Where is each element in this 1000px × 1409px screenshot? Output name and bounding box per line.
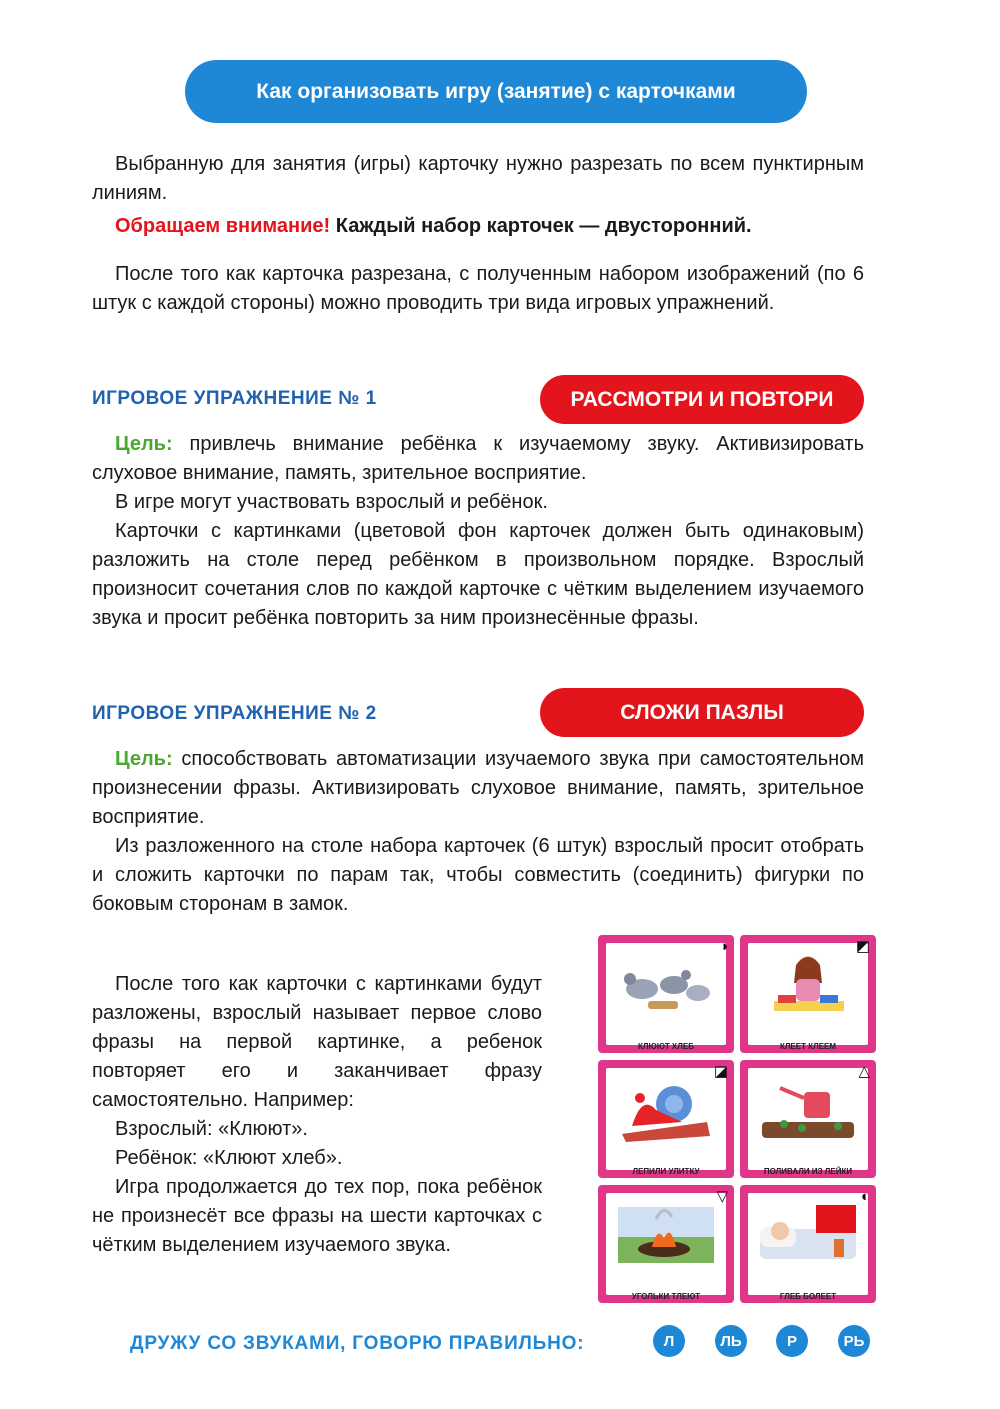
- exercise1-goal-label: Цель:: [115, 433, 173, 455]
- exercise2-goal-text: способствовать автоматизации изучаемого звука при самостоятельном произнесении фразы. Активизировать слуховое внимание, память, зрительное восприятие.: [92, 748, 864, 828]
- sound-badge-l-soft: ЛЬ: [715, 1325, 747, 1357]
- sound-badge-r-soft: РЬ: [838, 1325, 870, 1357]
- bottom-paragraph-2: Взрослый: «Клюют».: [115, 1118, 308, 1140]
- card-girl-gluing: [740, 935, 876, 1053]
- intro-paragraph-1: Выбранную для занятия (игры) карточку нужно разрезать по всем пунктирным линиям.: [92, 153, 864, 204]
- card-caption: КЛЕЕТ КЛЕЕМ: [779, 1042, 837, 1051]
- footer-slogan: ДРУЖУ СО ЗВУКАМИ, ГОВОРЮ ПРАВИЛЬНО:: [130, 1333, 585, 1354]
- card-mark: ▽: [716, 1188, 728, 1205]
- sick-boy-icon: [754, 1199, 862, 1269]
- exercise2-goal: [92, 745, 864, 832]
- watering-can-icon: [754, 1074, 862, 1144]
- pigeons-icon: [612, 949, 720, 1019]
- attention-line: [92, 212, 864, 241]
- exercise1-badge: РАССМОТРИ И ПОВТОРИ: [540, 375, 864, 424]
- exercise2-goal-label: Цель:: [115, 748, 173, 770]
- attention-label: Обращаем внимание!: [115, 215, 331, 237]
- card-caption: УГОЛЬКИ ТЛЕЮТ: [631, 1292, 701, 1301]
- girl-gluing-icon: [754, 949, 862, 1019]
- sound-badge-l: Л: [653, 1325, 685, 1357]
- exercise1-title: ИГРОВОЕ УПРАЖНЕНИЕ № 1: [92, 388, 377, 409]
- bottom-paragraph-1: После того как карточки с картинками будут разложены, взрослый называет первое слово фразы на первой картинке, а ребенок повторяет его и заканчивает фразу самостоятельно. Например:: [92, 973, 542, 1111]
- exercise1-goal: [92, 430, 864, 488]
- exercise1-paragraph-2: Карточки с картинками (цветовой фон карточек должен быть одинаковым) разложить на столе перед ребёнком в произвольном порядке. Взрослый произносит сочетания слов по каждой карточке с чётким выделением изучаемого звука и просит ребёнка повторить за ним произнесённые фразы.: [92, 520, 864, 629]
- card-mark: △: [858, 1063, 870, 1080]
- card-caption: ГЛЕБ БОЛЕЕТ: [779, 1292, 837, 1301]
- card-caption: КЛЮЮТ ХЛЕБ: [638, 1042, 694, 1051]
- snail-icon: [612, 1074, 720, 1144]
- card-sick-boy: [740, 1185, 876, 1303]
- attention-text: Каждый набор карточек — двусторонний.: [335, 215, 752, 237]
- bottom-paragraph-3: Ребёнок: «Клюют хлеб».: [115, 1147, 343, 1169]
- header-title: Как организовать игру (занятие) с карточками: [185, 60, 807, 123]
- sound-badge-r: Р: [776, 1325, 808, 1357]
- card-watering-can: [740, 1060, 876, 1178]
- exercise2-paragraph-1: Из разложенного на столе набора карточек (6 штук) взрослый просит отобрать и сложить карточки по парам так, чтобы совместить (соединить) фигурки по боковым сторонам в замок.: [92, 835, 864, 915]
- exercise2-badge: СЛОЖИ ПАЗЛЫ: [540, 688, 864, 737]
- exercise1-paragraph-1: В игре могут участвовать взрослый и ребёнок.: [115, 491, 548, 513]
- exercise2-title: ИГРОВОЕ УПРАЖНЕНИЕ № 2: [92, 703, 377, 724]
- bottom-paragraph-4: Игра продолжается до тех пор, пока ребёнок не произнесёт все фразы на шести карточках с чётким выделением изучаемого звука.: [92, 1176, 542, 1256]
- bottom-text-block: [92, 970, 542, 1260]
- intro-paragraph-2: После того как карточка разрезана, с полученным набором изображений (по 6 штук с каждой стороны) можно проводить три вида игровых упражнений.: [92, 263, 864, 314]
- card-mark: ◑: [718, 938, 728, 955]
- card-caption: ПОЛИВАЛИ ИЗ ЛЕЙКИ: [763, 1167, 853, 1176]
- card-snail: [598, 1060, 734, 1178]
- exercise1-goal-text: привлечь внимание ребёнка к изучаемому звуку. Активизировать слуховое внимание, память, зрительное восприятие.: [92, 433, 864, 484]
- card-pigeons: [598, 935, 734, 1053]
- card-mark: ◐: [860, 1188, 870, 1205]
- card-campfire: [598, 1185, 734, 1303]
- card-mark: ◩: [855, 938, 870, 955]
- card-mark: ◪: [713, 1063, 728, 1080]
- puzzle-cards-illustration: [598, 935, 876, 1307]
- card-caption: ЛЕПИЛИ УЛИТКУ: [632, 1167, 700, 1176]
- campfire-icon: [612, 1199, 720, 1269]
